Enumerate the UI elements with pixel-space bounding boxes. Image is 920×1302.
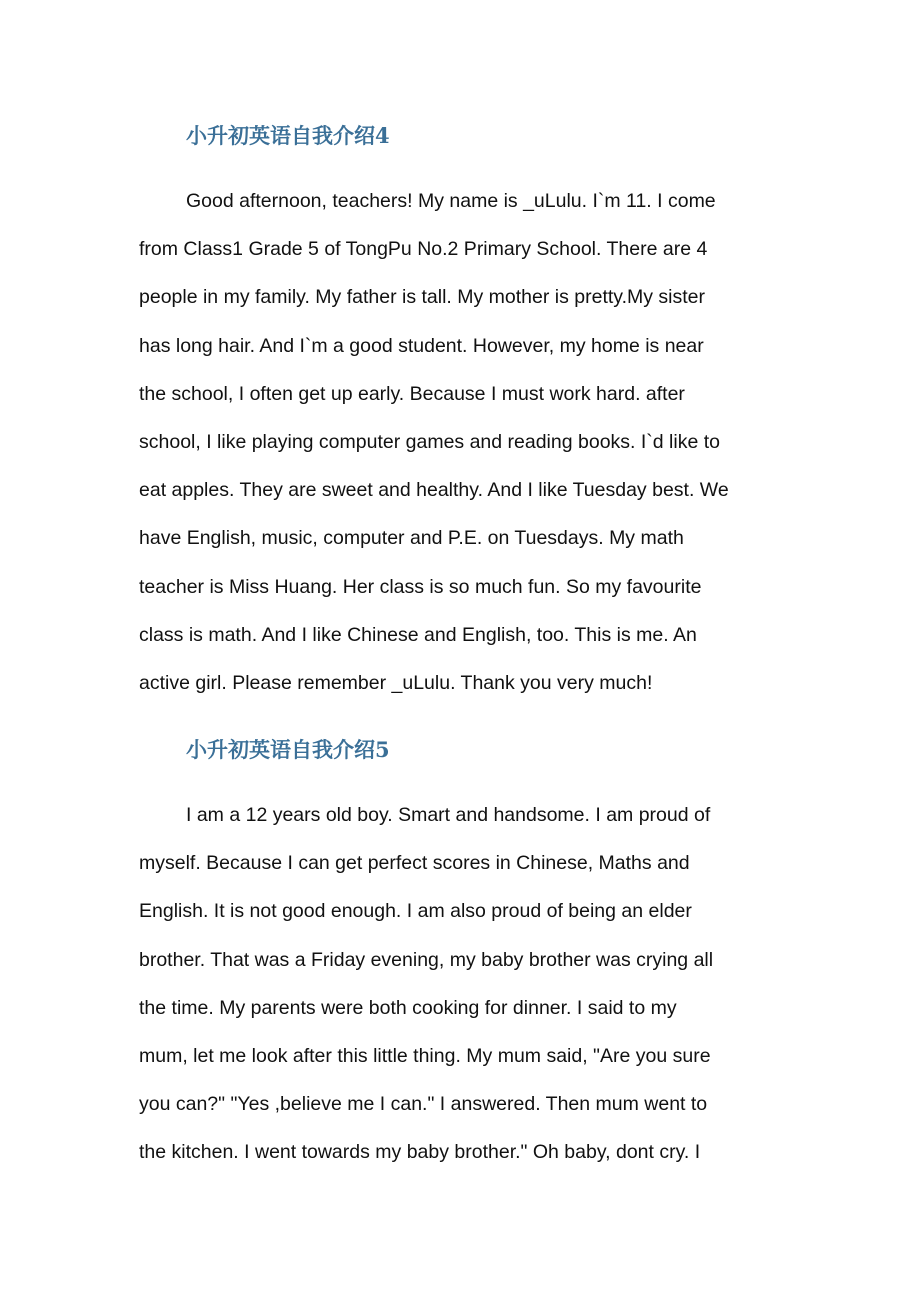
paragraph-5 — [139, 791, 779, 1177]
paragraph-line: teacher is Miss Huang. Her class is so much fun. So my favourite — [139, 575, 702, 598]
paragraph-line: mum, let me look after this little thing. My mum said, "Are you sure — [139, 1045, 711, 1068]
paragraph-line: have English, music, computer and P.E. on Tuesdays. My math — [139, 527, 684, 550]
paragraph-line: active girl. Please remember _uLulu. Thank you very much! — [139, 672, 653, 695]
paragraph-line: the kitchen. I went towards my baby brother." Oh baby, dont cry. I — [139, 1141, 701, 1164]
paragraph-line: the time. My parents were both cooking for dinner. I said to my — [139, 996, 677, 1019]
paragraph-line: people in my family. My father is tall. My mother is pretty.My sister — [139, 286, 706, 309]
paragraph-line: Good afternoon, teachers! My name is _uLulu. I`m 11. I come — [186, 190, 716, 212]
paragraph-line: class is math. And I like Chinese and English, too. This is me. An — [139, 623, 697, 646]
paragraph-line: school, I like playing computer games and reading books. I`d like to — [139, 431, 720, 454]
paragraph-line: brother. That was a Friday evening, my baby brother was crying all — [139, 948, 714, 971]
paragraph-line: from Class1 Grade 5 of TongPu No.2 Primary School. There are 4 — [139, 238, 708, 261]
paragraph-line: English. It is not good enough. I am also proud of being an elder — [139, 900, 692, 923]
paragraph-line: the school, I often get up early. Because I must work hard. after — [139, 382, 685, 405]
paragraph-4 — [139, 177, 779, 707]
section-title-5: 小升初英语自我介绍5 — [186, 737, 390, 762]
paragraph-line: I am a 12 years old boy. Smart and handsome. I am proud of — [186, 804, 711, 826]
paragraph-line: myself. Because I can get perfect scores in Chinese, Maths and — [139, 852, 690, 875]
paragraph-line: you can?" "Yes ,believe me I can." I answered. Then mum went to — [139, 1093, 708, 1116]
paragraph-line: has long hair. And I`m a good student. However, my home is near — [139, 334, 704, 357]
section-title-4: 小升初英语自我介绍4 — [186, 123, 390, 148]
paragraph-line: eat apples. They are sweet and healthy. And I like Tuesday best. We — [139, 479, 729, 502]
